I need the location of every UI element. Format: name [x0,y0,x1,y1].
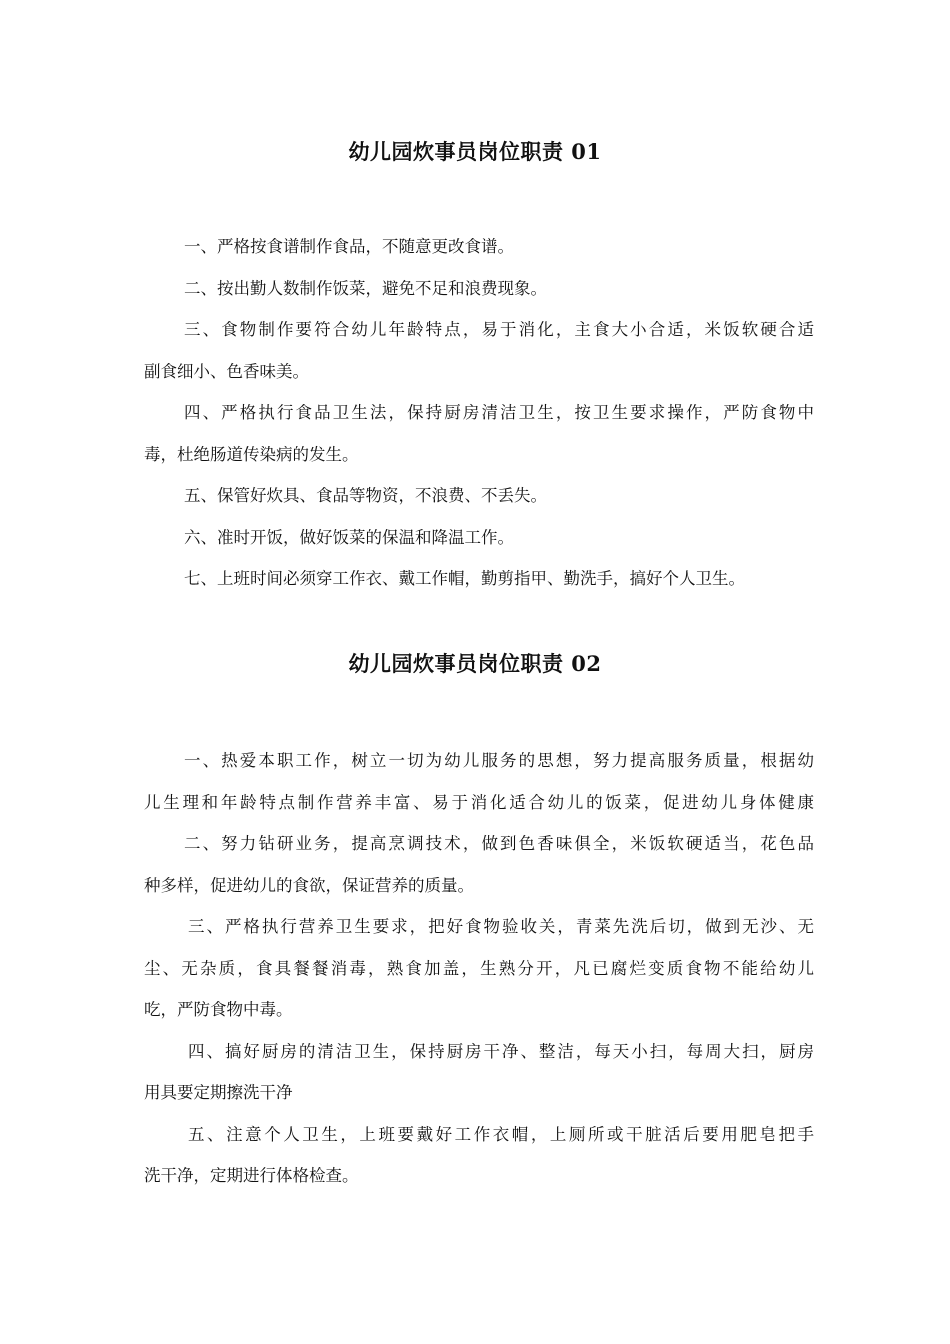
section-2 [144,740,814,1197]
s1-line-6: 毒，杜绝肠道传染病的发生。 [144,444,359,464]
s1-line-4: 副食细小、色香味美。 [144,361,309,381]
s1-line-5: 四、严格执行食品卫生法，保持厨房清洁卫生，按卫生要求操作，严防食物中 [184,403,814,422]
s2-line-10: 五、注意个人卫生，上班要戴好工作衣帽，上厕所或干脏活后要用肥皂把手 [188,1124,814,1144]
s2-line-2: 儿生理和年龄特点制作营养丰富、易于消化适合幼儿的饭菜，促进幼儿身体健康 [144,792,814,812]
s1-line-9: 七、上班时间必须穿工作衣、戴工作帽，勤剪指甲、勤洗手，搞好个人卫生。 [184,569,745,588]
s1-line-1: 一、严格按食谱制作食品，不随意更改食谱。 [184,237,514,256]
s1-line-3: 三、食物制作要符合幼儿年龄特点，易于消化，主食大小合适，米饭软硬合适 [184,320,814,339]
s2-line-1: 一、热爱本职工作，树立一切为幼儿服务的思想，努力提高服务质量，根据幼 [184,751,814,770]
s2-line-8: 四、搞好厨房的清洁卫生，保持厨房干净、整洁，每天小扫，每周大扫，厨房 [188,1041,814,1061]
title-2: 幼儿园炊事员岗位职责 02 [348,651,602,676]
s1-line-8: 六、准时开饭，做好饭菜的保温和降温工作。 [184,527,514,547]
s2-line-6: 尘、无杂质，食具餐餐消毒，熟食加盖，生熟分开，凡已腐烂变质食物不能给幼儿 [144,958,814,978]
s2-line-5: 三、严格执行营养卫生要求，把好食物验收关，青菜先洗后切，做到无沙、无 [188,917,814,936]
section-1 [144,226,814,600]
s2-line-11: 洗干净，定期进行体格检查。 [144,1166,359,1185]
s2-line-9: 用具要定期擦洗干净 [144,1083,293,1102]
s1-line-7: 五、保管好炊具、食品等物资，不浪费、不丢失。 [184,486,547,505]
s2-line-3: 二、努力钻研业务，提高烹调技术，做到色香味俱全，米饭软硬适当，花色品 [184,834,814,853]
s2-line-4: 种多样，促进幼儿的食欲，保证营养的质量。 [144,875,474,895]
title-1: 幼儿园炊事员岗位职责 01 [348,139,602,164]
s2-line-7: 吃，严防食物中毒。 [144,1000,293,1019]
s1-line-2: 二、按出勤人数制作饭菜，避免不足和浪费现象。 [184,278,547,298]
